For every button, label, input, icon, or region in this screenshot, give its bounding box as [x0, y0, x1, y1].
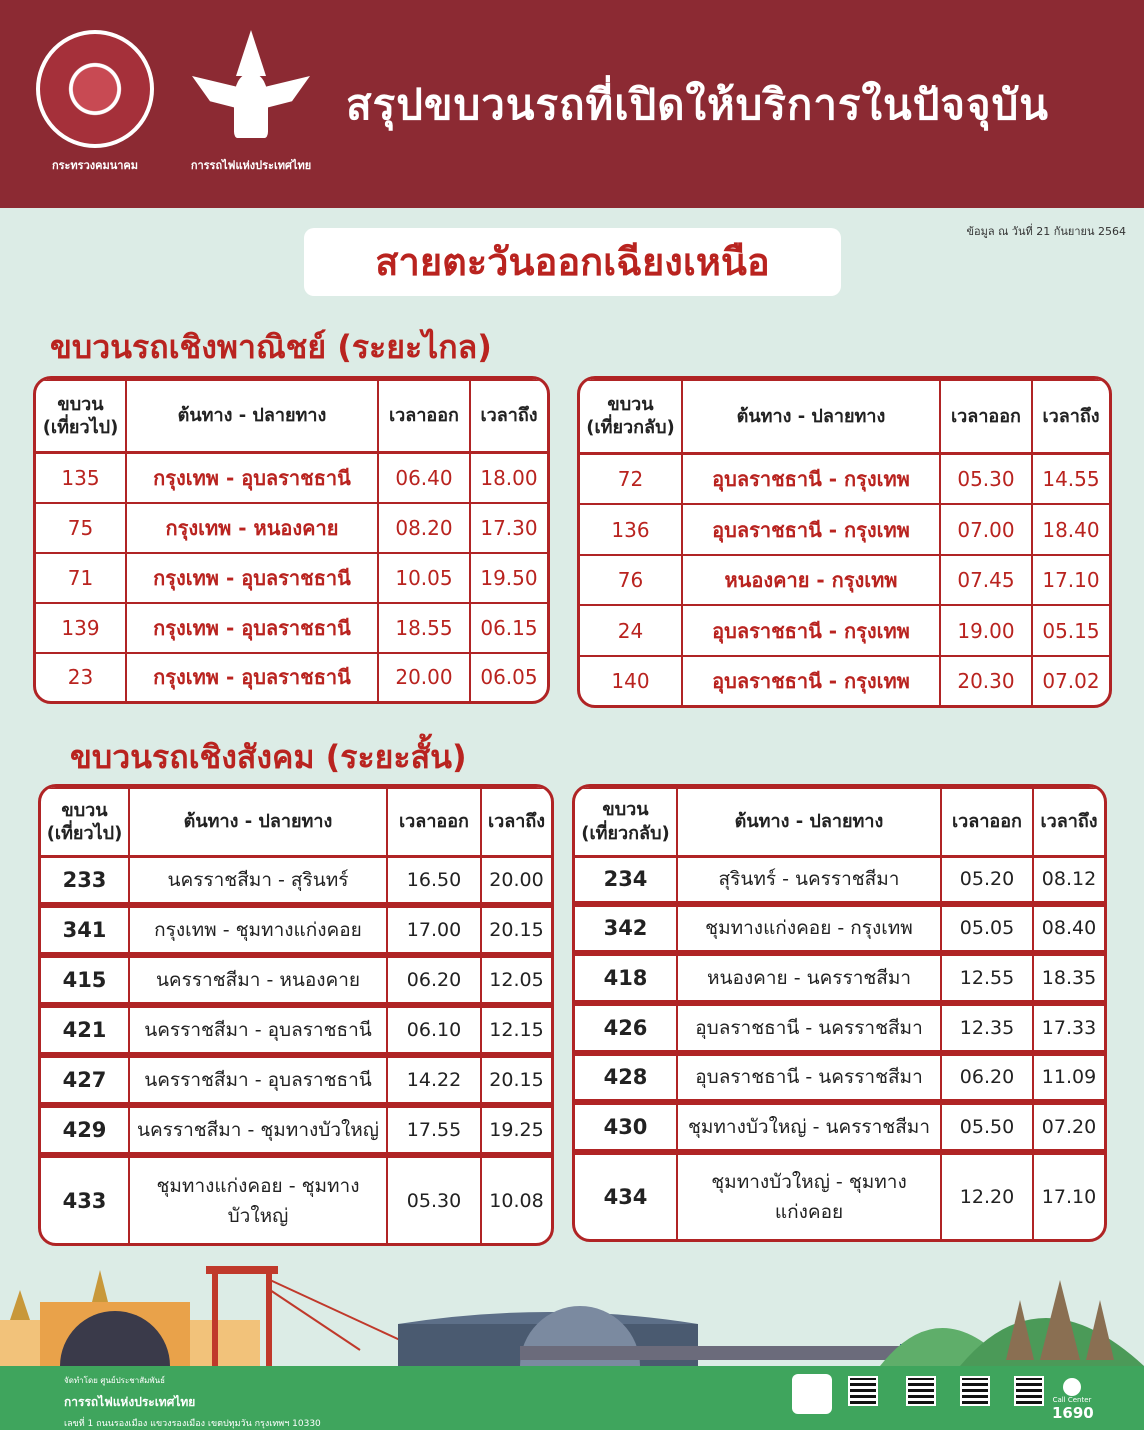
train-number: 76: [580, 555, 682, 606]
table-row: [575, 953, 1104, 1003]
footer-org-name: การรถไฟแห่งประเทศไทย: [64, 1395, 196, 1409]
route: นครราชสีมา - หนองคาย: [129, 955, 387, 1005]
table-header-row: [36, 380, 547, 452]
departure-time: 05.20: [941, 856, 1033, 904]
route: หนองคาย - นครราชสีมา: [677, 953, 941, 1003]
train-number: 140: [580, 656, 682, 705]
departure-time: 05.30: [940, 453, 1032, 504]
route: อุบลราชธานี - กรุงเทพ: [682, 453, 940, 504]
skyline-illustration-icon: [0, 1260, 1144, 1370]
route: นครราชสีมา - อุบลราชธานี: [129, 1055, 387, 1105]
route: ชุมทางบัวใหญ่ - ชุมทางแก่งคอย: [677, 1152, 941, 1239]
table-row: [575, 1152, 1104, 1239]
arrival-time: 06.05: [470, 653, 547, 701]
arrival-time: 17.33: [1033, 1003, 1104, 1053]
arrival-time: 19.50: [470, 553, 547, 603]
departure-time: 06.40: [378, 452, 470, 503]
arrival-time: 20.15: [481, 1055, 551, 1105]
region-title: สายตะวันออกเฉียงเหนือ: [304, 228, 841, 296]
route: นครราชสีมา - สุรินทร์: [129, 857, 387, 905]
route: ชุมทางแก่งคอย - กรุงเทพ: [677, 904, 941, 954]
table-header-row: [41, 788, 551, 857]
long-outbound-table: [33, 376, 550, 704]
column-header: เวลาออก: [378, 380, 470, 452]
column-header: เวลาออก: [941, 788, 1033, 856]
route: นครราชสีมา - อุบลราชธานี: [129, 1005, 387, 1055]
departure-time: 19.00: [940, 605, 1032, 656]
arrival-time: 17.10: [1033, 1152, 1104, 1239]
arrival-time: 08.12: [1033, 856, 1104, 904]
table-row: [575, 1053, 1104, 1103]
departure-time: 08.20: [378, 503, 470, 553]
departure-time: 06.20: [941, 1053, 1033, 1103]
arrival-time: 08.40: [1033, 904, 1104, 954]
route: กรุงเทพ - อุบลราชธานี: [126, 553, 378, 603]
route: สุรินทร์ - นครราชสีมา: [677, 856, 941, 904]
table-row: [575, 1102, 1104, 1152]
table-row: [36, 553, 547, 603]
route: หนองคาย - กรุงเทพ: [682, 555, 940, 606]
column-header: เวลาถึง: [481, 788, 551, 857]
qr-code-icon[interactable]: [906, 1376, 936, 1406]
table-row: [580, 555, 1109, 606]
qr-code-icon[interactable]: [960, 1376, 990, 1406]
departure-time: 17.00: [387, 905, 481, 955]
arrival-time: 18.35: [1033, 953, 1104, 1003]
ministry-logo-label: กระทรวงคมนาคม: [51, 159, 139, 172]
route: กรุงเทพ - อุบลราชธานี: [126, 603, 378, 653]
route: กรุงเทพ - อุบลราชธานี: [126, 452, 378, 503]
train-number: 342: [575, 904, 677, 954]
route: อุบลราชธานี - กรุงเทพ: [682, 605, 940, 656]
column-header: ต้นทาง - ปลายทาง: [126, 380, 378, 452]
arrival-time: 07.02: [1032, 656, 1109, 705]
column-header: ต้นทาง - ปลายทาง: [682, 380, 940, 453]
page-title: สรุปขบวนรถที่เปิดให้บริการในปัจจุบัน: [346, 80, 1049, 129]
column-header: ขบวน (เที่ยวกลับ): [575, 788, 677, 856]
route: กรุงเทพ - ชุมทางแก่งคอย: [129, 905, 387, 955]
phone-icon: [1063, 1378, 1081, 1396]
call-center-label: Call Center: [1052, 1396, 1092, 1404]
arrival-time: 05.15: [1032, 605, 1109, 656]
departure-time: 06.10: [387, 1005, 481, 1055]
train-number: 428: [575, 1053, 677, 1103]
column-header: เวลาออก: [940, 380, 1032, 453]
call-center: [1052, 1378, 1092, 1422]
arrival-time: 06.15: [470, 603, 547, 653]
table-row: [580, 656, 1109, 705]
short-distance-title: ขบวนรถเชิงสังคม (ระยะสั้น): [70, 738, 467, 776]
train-number: 75: [36, 503, 126, 553]
train-number: 421: [41, 1005, 129, 1055]
train-number: 341: [41, 905, 129, 955]
arrival-time: 18.40: [1032, 504, 1109, 555]
departure-time: 05.50: [941, 1102, 1033, 1152]
departure-time: 14.22: [387, 1055, 481, 1105]
arrival-time: 17.30: [470, 503, 547, 553]
qr-code-icon[interactable]: [1014, 1376, 1044, 1406]
table-row: [36, 452, 547, 503]
train-number: 434: [575, 1152, 677, 1239]
departure-time: 05.05: [941, 904, 1033, 954]
header-banner: [0, 0, 1144, 208]
route: กรุงเทพ - อุบลราชธานี: [126, 653, 378, 701]
train-number: 430: [575, 1102, 677, 1152]
departure-time: 07.00: [940, 504, 1032, 555]
column-header: เวลาออก: [387, 788, 481, 857]
table-row: [580, 504, 1109, 555]
arrival-time: 17.10: [1032, 555, 1109, 606]
table-row: [36, 503, 547, 553]
table-row: [36, 603, 547, 653]
route: กรุงเทพ - หนองคาย: [126, 503, 378, 553]
table-row: [41, 1005, 551, 1055]
train-number: 427: [41, 1055, 129, 1105]
train-number: 23: [36, 653, 126, 701]
arrival-time: 20.15: [481, 905, 551, 955]
ministry-logo: [30, 30, 160, 174]
departure-time: 06.20: [387, 955, 481, 1005]
srt-garuda-icon: [192, 30, 310, 148]
route: นครราชสีมา - ชุมทางบัวใหญ่: [129, 1105, 387, 1155]
table-row: [575, 1003, 1104, 1053]
table-row: [580, 453, 1109, 504]
route: ชุมทางแก่งคอย - ชุมทางบัวใหญ่: [129, 1155, 387, 1243]
train-number: 136: [580, 504, 682, 555]
column-header: ขบวน (เที่ยวไป): [36, 380, 126, 452]
train-number: 72: [580, 453, 682, 504]
train-number: 71: [36, 553, 126, 603]
table-row: [41, 905, 551, 955]
table-row: [41, 857, 551, 905]
qr-code-icon[interactable]: [848, 1376, 878, 1406]
arrival-time: 10.08: [481, 1155, 551, 1243]
departure-time: 12.55: [941, 953, 1033, 1003]
departure-time: 20.30: [940, 656, 1032, 705]
departure-time: 10.05: [378, 553, 470, 603]
call-center-number: 1690: [1052, 1404, 1094, 1422]
train-number: 429: [41, 1105, 129, 1155]
departure-time: 16.50: [387, 857, 481, 905]
train-number: 415: [41, 955, 129, 1005]
train-number: 418: [575, 953, 677, 1003]
route: อุบลราชธานี - กรุงเทพ: [682, 504, 940, 555]
column-header: ต้นทาง - ปลายทาง: [129, 788, 387, 857]
train-number: 233: [41, 857, 129, 905]
table-header-row: [575, 788, 1104, 856]
long-distance-title: ขบวนรถเชิงพาณิชย์ (ระยะไกล): [50, 328, 492, 366]
long-inbound-table: [577, 376, 1112, 708]
departure-time: 18.55: [378, 603, 470, 653]
short-inbound-table: [572, 784, 1107, 1242]
srt-logo: [184, 30, 318, 174]
column-header: เวลาถึง: [470, 380, 547, 452]
arrival-time: 19.25: [481, 1105, 551, 1155]
dtrains-app-icon[interactable]: [792, 1374, 832, 1414]
column-header: เวลาถึง: [1032, 380, 1109, 453]
footer-produced-by: จัดทำโดย ศูนย์ประชาสัมพันธ์: [64, 1376, 165, 1385]
table-row: [575, 904, 1104, 954]
train-number: 234: [575, 856, 677, 904]
route: ชุมทางบัวใหญ่ - นครราชสีมา: [677, 1102, 941, 1152]
srt-logo-label: การรถไฟแห่งประเทศไทย: [190, 159, 312, 172]
column-header: ขบวน (เที่ยวกลับ): [580, 380, 682, 453]
arrival-time: 12.15: [481, 1005, 551, 1055]
table-header-row: [580, 380, 1109, 453]
train-number: 433: [41, 1155, 129, 1243]
arrival-time: 11.09: [1033, 1053, 1104, 1103]
footer-address: เลขที่ 1 ถนนรองเมือง แขวงรองเมือง เขตปทุมวัน กรุงเทพฯ 10330: [64, 1419, 321, 1429]
departure-time: 05.30: [387, 1155, 481, 1243]
column-header: ต้นทาง - ปลายทาง: [677, 788, 941, 856]
table-row: [41, 1055, 551, 1105]
route: อุบลราชธานี - นครราชสีมา: [677, 1053, 941, 1103]
departure-time: 12.35: [941, 1003, 1033, 1053]
table-row: [580, 605, 1109, 656]
train-number: 24: [580, 605, 682, 656]
arrival-time: 14.55: [1032, 453, 1109, 504]
ministry-seal-icon: [36, 30, 154, 148]
footer-org: [64, 1374, 321, 1430]
table-row: [41, 955, 551, 1005]
table-row: [575, 856, 1104, 904]
train-number: 426: [575, 1003, 677, 1053]
footer: [0, 1366, 1144, 1430]
departure-time: 17.55: [387, 1105, 481, 1155]
arrival-time: 12.05: [481, 955, 551, 1005]
table-row: [36, 653, 547, 701]
table-row: [41, 1155, 551, 1243]
arrival-time: 18.00: [470, 452, 547, 503]
departure-time: 07.45: [940, 555, 1032, 606]
date-note: ข้อมูล ณ วันที่ 21 กันยายน 2564: [966, 225, 1126, 238]
arrival-time: 20.00: [481, 857, 551, 905]
column-header: ขบวน (เที่ยวไป): [41, 788, 129, 857]
departure-time: 20.00: [378, 653, 470, 701]
route: อุบลราชธานี - กรุงเทพ: [682, 656, 940, 705]
route: อุบลราชธานี - นครราชสีมา: [677, 1003, 941, 1053]
departure-time: 12.20: [941, 1152, 1033, 1239]
short-outbound-table: [38, 784, 554, 1246]
column-header: เวลาถึง: [1033, 788, 1104, 856]
arrival-time: 07.20: [1033, 1102, 1104, 1152]
train-number: 135: [36, 452, 126, 503]
table-row: [41, 1105, 551, 1155]
train-number: 139: [36, 603, 126, 653]
